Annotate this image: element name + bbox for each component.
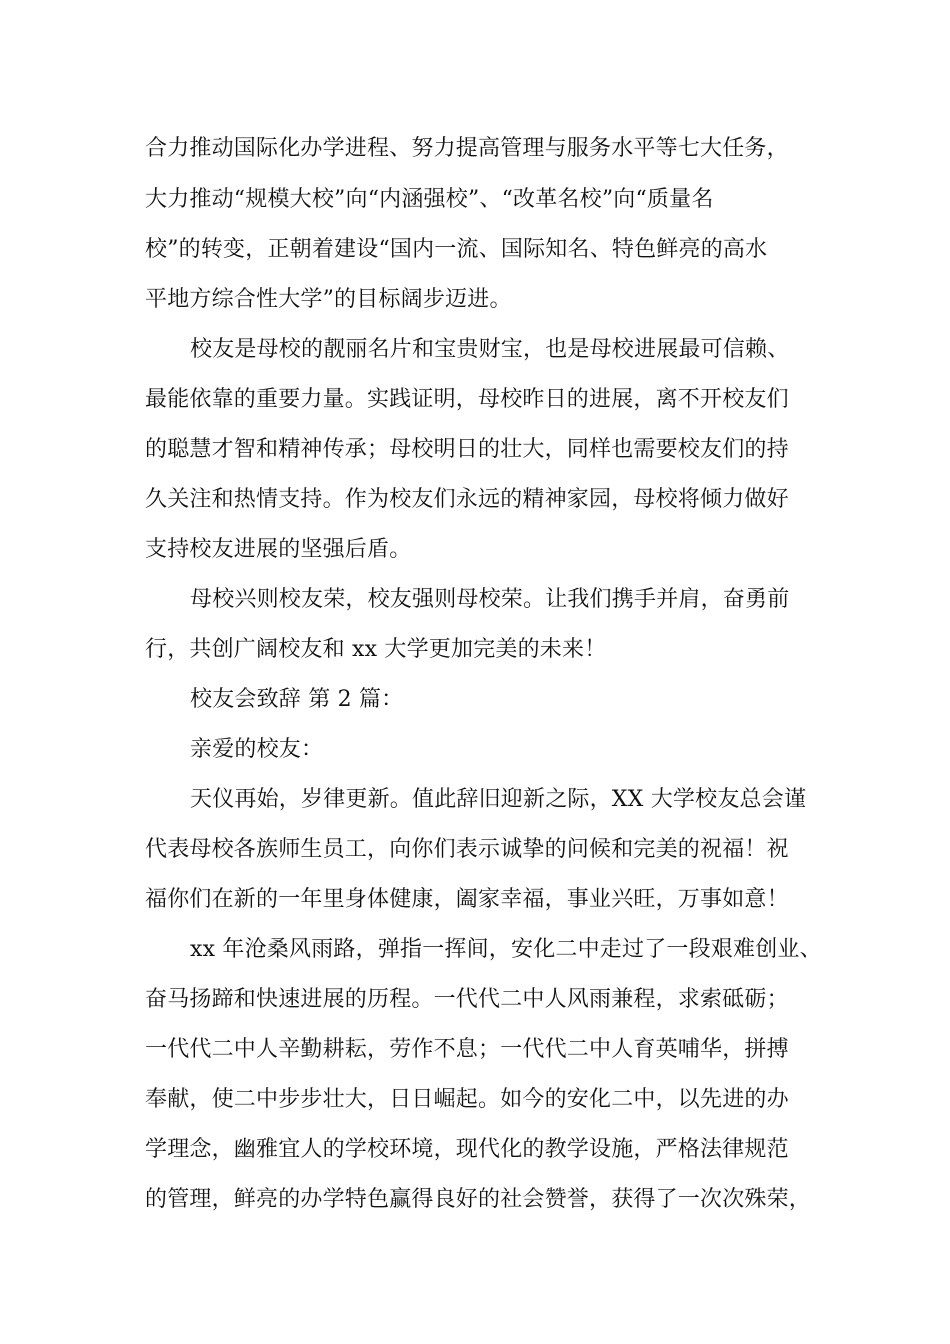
text-line <box>0 129 950 169</box>
text-line-content: 一代代二中人辛勤耕耘，劳作不息；一代代二中人育英哺华，拼搏 <box>145 1037 789 1062</box>
text-line-content: 合力推动国际化办学进程、努力提高管理与服务水平等七大任务， <box>145 136 789 161</box>
text-line <box>0 380 950 420</box>
text-line <box>0 630 950 670</box>
text-line <box>0 480 950 520</box>
text-line-content: xx 年沧桑风雨路，弹指一挥间，安化二中走过了一段艰难创业、 <box>190 937 822 962</box>
text-line-content: 福你们在新的一年里身体健康，阖家幸福，事业兴旺，万事如意！ <box>145 887 789 912</box>
text-line <box>0 530 950 570</box>
text-line-content: 奋马扬蹄和快速进展的历程。一代代二中人风雨兼程，求索砥砺； <box>145 987 789 1012</box>
text-line-content: 的聪慧才智和精神传承；母校明日的壮大，同样也需要校友们的持 <box>145 437 789 462</box>
text-line-content: 天仪再始，岁律更新。值此辞旧迎新之际，XX 大学校友总会谨 <box>190 787 807 812</box>
text-line-content: 校友是母校的靓丽名片和宝贵财宝，也是母校进展最可信赖、 <box>190 337 790 362</box>
paragraph-start-line <box>0 780 950 820</box>
paragraph-start-line <box>0 330 950 370</box>
section-heading <box>0 680 950 720</box>
text-line <box>0 830 950 870</box>
text-line <box>0 230 950 270</box>
text-line-content: 校”的转变，正朝着建设“国内一流、国际知名、特色鲜亮的高水 <box>145 237 768 262</box>
text-line <box>0 180 950 220</box>
paragraph-start-line <box>0 580 950 620</box>
text-line <box>0 880 950 920</box>
salutation <box>0 730 950 770</box>
text-line <box>0 1130 950 1170</box>
text-line <box>0 430 950 470</box>
text-line <box>0 1030 950 1070</box>
text-line <box>0 280 950 320</box>
text-line-content: 支持校友进展的坚强后盾。 <box>145 537 412 562</box>
text-line-content: 奉献，使二中步步壮大，日日崛起。如今的安化二中，以先进的办 <box>145 1087 789 1112</box>
text-line-content: 校友会致辞 第 2 篇： <box>190 687 404 712</box>
paragraph-start-line <box>0 930 950 970</box>
text-line-content: 最能依靠的重要力量。实践证明，母校昨日的进展，离不开校友们 <box>145 387 789 412</box>
text-line-content: 母校兴则校友荣，校友强则母校荣。让我们携手并肩，奋勇前 <box>190 587 790 612</box>
text-line-content: 代表母校各族师生员工，向你们表示诚挚的问候和完美的祝福！祝 <box>145 837 789 862</box>
text-line-content: 久关注和热情支持。作为校友们永远的精神家园，母校将倾力做好 <box>145 487 789 512</box>
text-line-content: 平地方综合性大学”的目标阔步迈进。 <box>145 287 512 312</box>
text-line-content: 学理念，幽雅宜人的学校环境，现代化的教学设施，严格法律规范 <box>145 1137 789 1162</box>
text-line <box>0 1180 950 1220</box>
text-line-content: 亲爱的校友： <box>190 737 324 762</box>
text-line <box>0 1080 950 1120</box>
text-line-content: 大力推动“规模大校”向“内涵强校”、“改革名校”向“质量名 <box>145 187 714 212</box>
text-line <box>0 980 950 1020</box>
text-line-content: 行，共创广阔校友和 xx 大学更加完美的未来！ <box>145 637 607 662</box>
text-line-content: 的管理，鲜亮的办学特色赢得良好的社会赞誉，获得了一次次殊荣， <box>145 1187 812 1212</box>
